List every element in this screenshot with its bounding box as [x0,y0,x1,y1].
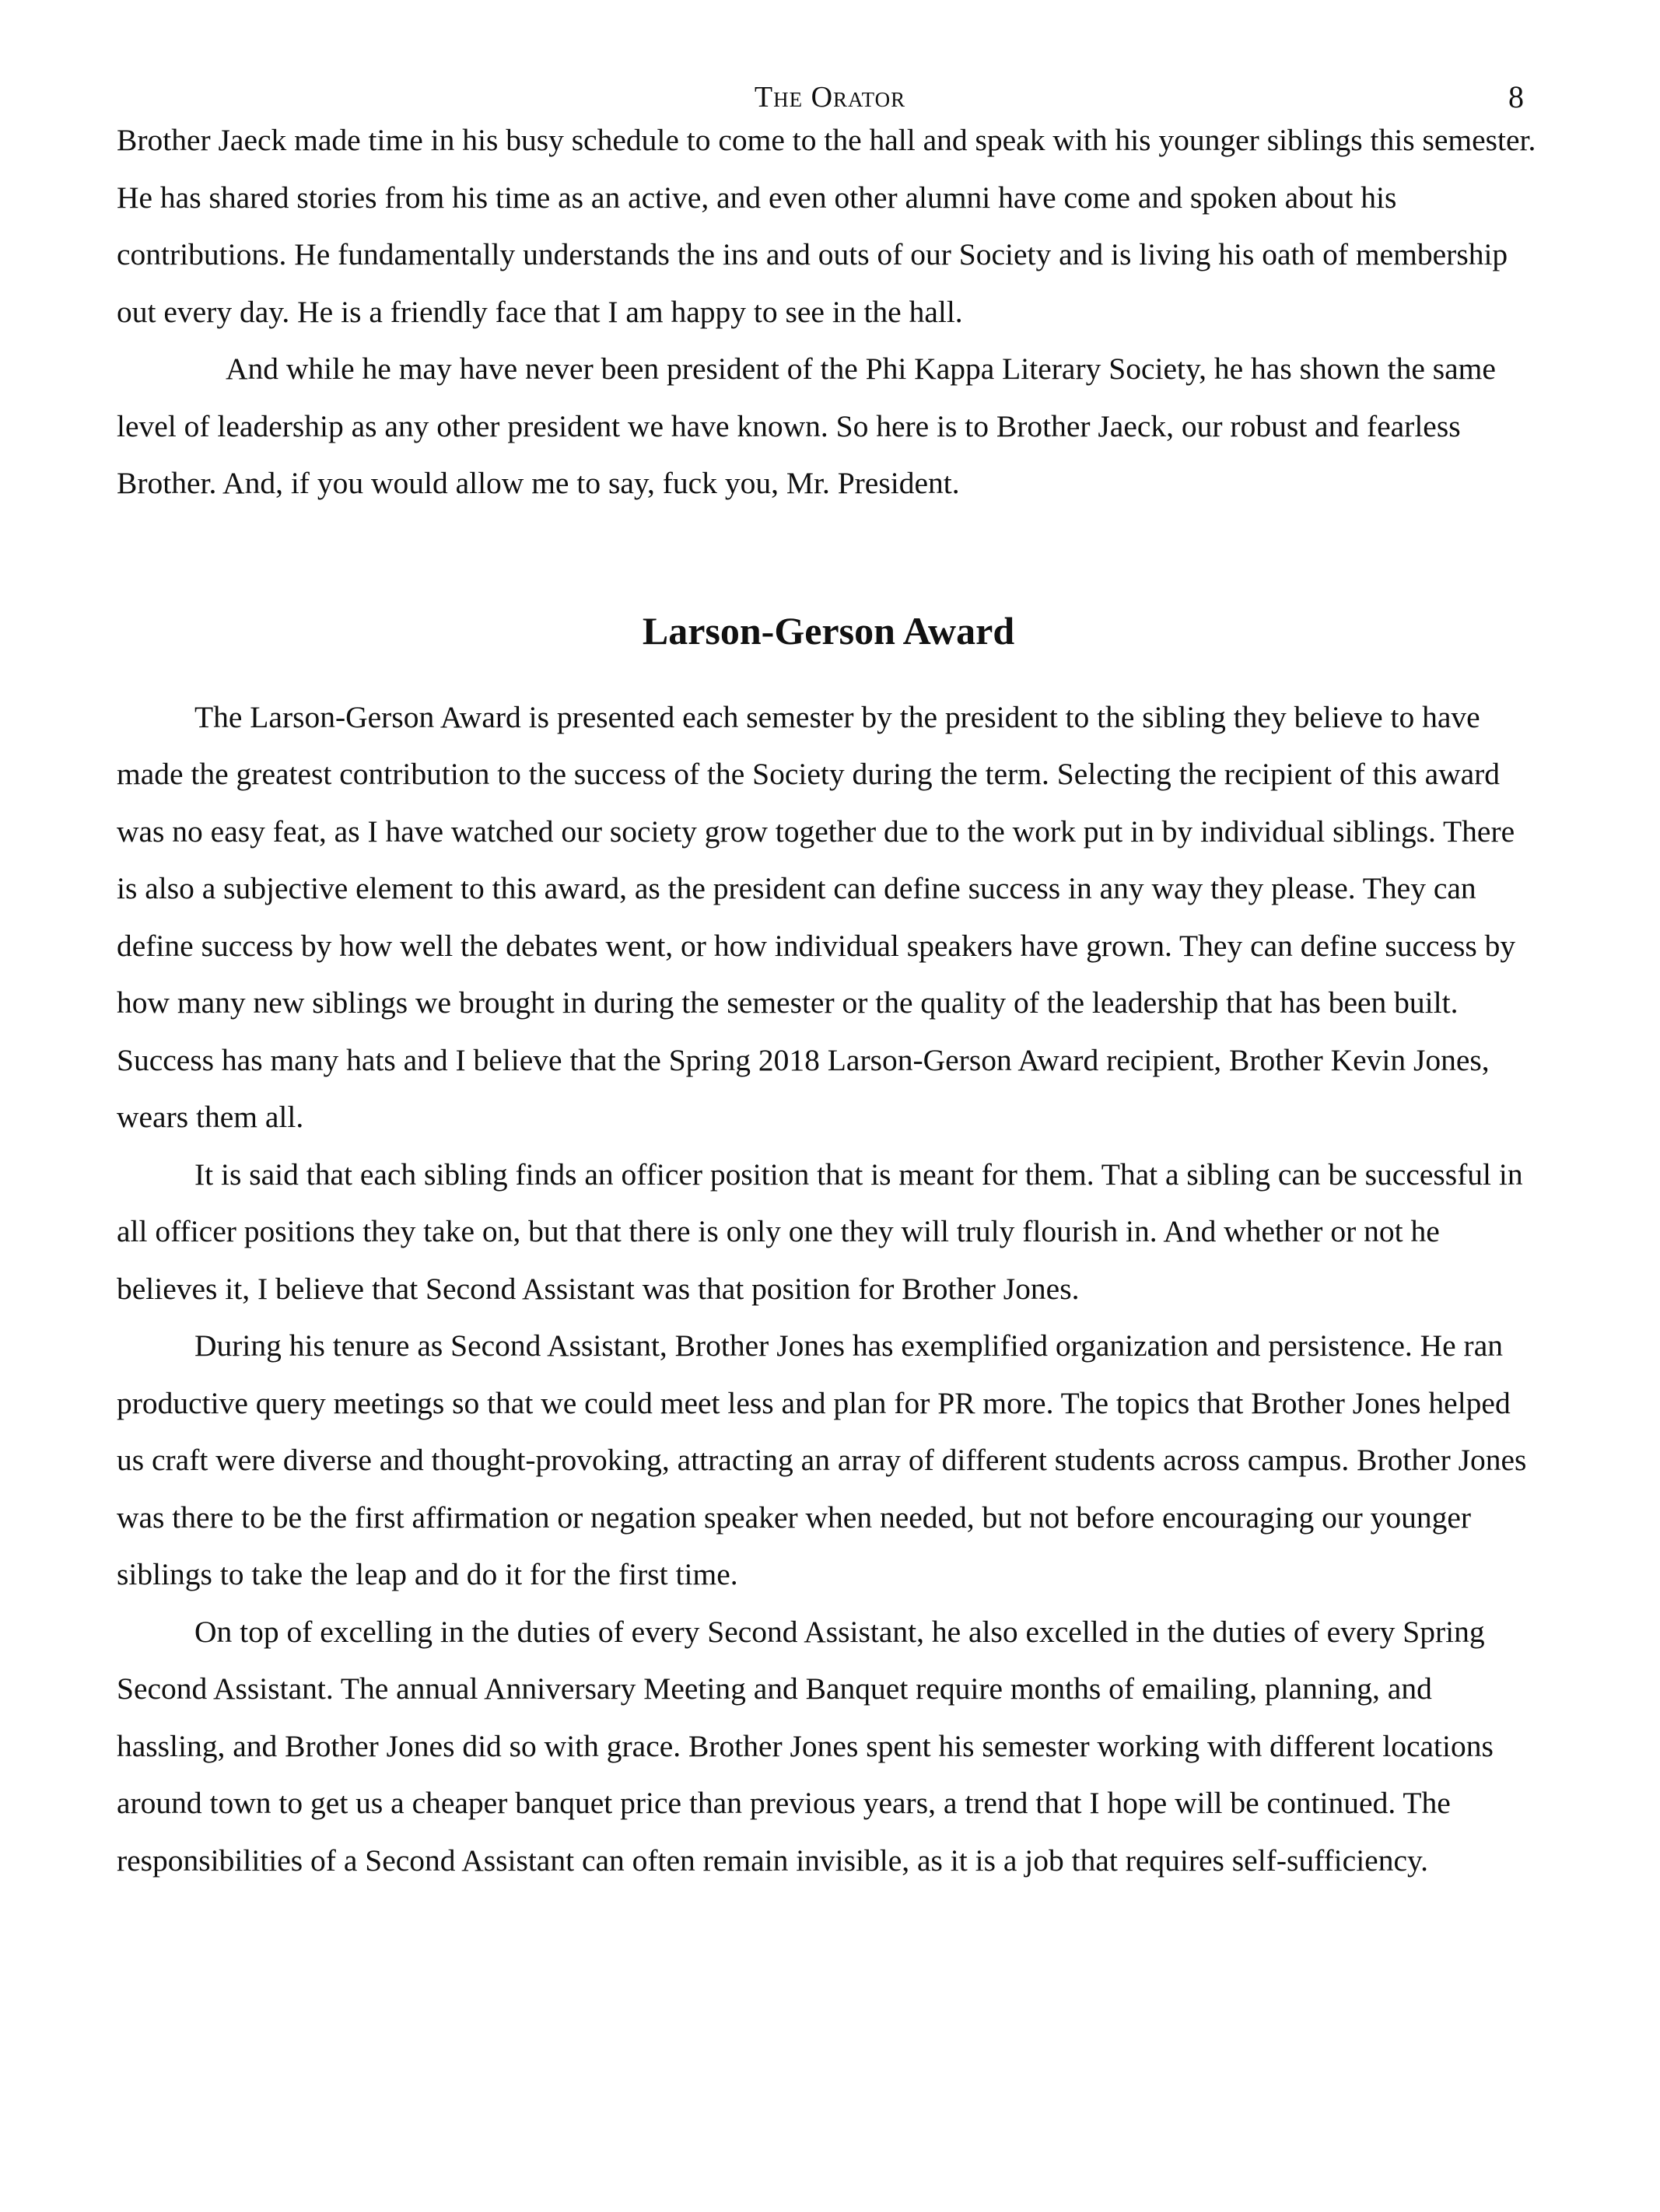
paragraph: During his tenure as Second Assistant, Brother Jones has exemplified organization and persistence. He ran productive query meetings so that we could meet less and plan for PR more. The topics that Brother Jones helped us craft were diverse and thought-provoking, attracting an array of different students across campus. Brother Jones was there to be the first affirmation or negation speaker when needed, but not before encouraging our younger siblings to take the leap and do it for the first time. [117,1328,1527,1591]
paragraph: It is said that each sibling finds an officer position that is meant for them. That a sibling can be successful in all officer positions they take on, but that there is only one they will truly flourish in. And whether or not he believes it, I believe that Second Assistant was that position for Brother Jones. [117,1157,1523,1306]
paragraph: On top of excelling in the duties of every Second Assistant, he also excelled in the duties of every Spring Second Assistant. The annual Anniversary Meeting and Banquet require months of emailing, planning, and hassling, and Brother Jones did so with grace. Brother Jones spent his semester working with different locations around town to get us a cheaper banquet price than previous years, a trend that I hope will be continued. The responsibilities of a Second Assistant can often remain invisible, as it is a job that requires self-sufficiency. [117,1614,1494,1878]
page-number: 8 [1508,79,1524,114]
continued-paragraph: Brother Jaeck made time in his busy schedule to come to the hall and speak with his younger siblings this semester. He has shared stories from his time as an active, and even other alumni have come and spoken about his contributions. He fundamentally understands the ins and outs of our Society and is living his oath of membership out every day. He is a friendly face that I am happy to see in the hall. [117,123,1536,329]
paragraph: And while he may have never been president of the Phi Kappa Literary Society, he has shown the same level of leadership as any other president we have known. So here is to Brother Jaeck, our robust and fearless Brother. And, if you would allow me to say, fuck you, Mr. President. [117,352,1496,500]
paragraph: The Larson-Gerson Award is presented each semester by the president to the sibling they believe to have made the greatest contribution to the success of the Society during the term. Selecting the recipient of this award was no easy feat, as I have watched our society grow together due to the work put in by individual siblings. There is also a subjective element to this award, as the president can define success in any way they please. They can define success by how well the debates went, or how individual speakers have grown. They can define success by how many new siblings we brought in during the semester or the quality of the leadership that has been built. Success has many hats and I believe that the Spring 2018 Larson-Gerson Award recipient, Brother Kevin Jones, wears them all. [117,699,1516,1134]
journal-title: The Orator [754,81,906,114]
article-body [117,112,1540,1889]
section-heading: Larson-Gerson Award [642,608,1015,653]
running-header [0,78,1660,117]
